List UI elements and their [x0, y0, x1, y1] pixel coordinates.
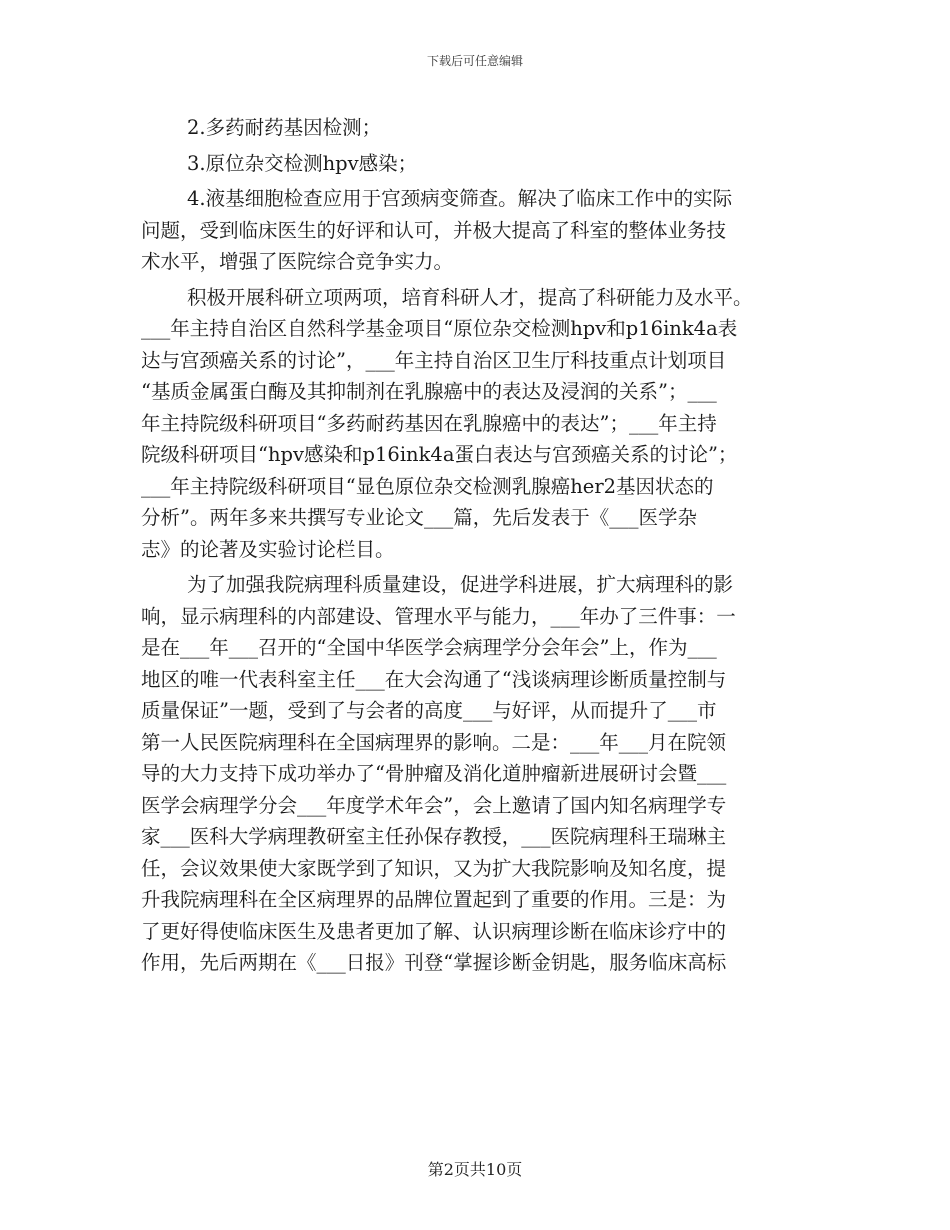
- text-line: 家___医科大学病理教研室主任孙保存教授，___医院病理科王瑞琳主: [141, 825, 727, 848]
- text-line: 术水平，增强了医院综合竞争实力。: [141, 250, 454, 273]
- text-line: 年主持院级科研项目“多药耐药基因在乳腺癌中的表达”；___年主持: [141, 411, 717, 435]
- text-line: 为了加强我院病理科质量建设，促进学科进展，扩大病理科的影: [187, 573, 734, 596]
- document-body: [141, 112, 809, 979]
- text-line: ___年主持院级科研项目“显色原位杂交检测乳腺癌her2基因状态的: [141, 474, 714, 498]
- text-line: 院级科研项目“hpv感染和p16ink4a蛋白表达与宫颈癌关系的讨论”；: [141, 443, 738, 466]
- text-line: 医学会病理学分会___年度学术年会”，会上邀请了国内知名病理学专: [141, 793, 727, 817]
- text-line: 达与宫颈癌关系的讨论”，___年主持自治区卫生厅科技重点计划项目: [141, 348, 727, 372]
- text-line: 志》的论著及实验讨论栏目。: [141, 537, 395, 561]
- text-line: 任，会议效果使大家既学到了知识，又为扩大我院影响及知名度，提: [141, 856, 727, 880]
- text-line: 问题，受到临床医生的好评和认可，并极大提高了科室的整体业务技: [141, 218, 727, 242]
- text-line: 是在___年___召开的“全国中华医学会病理学分会年会”上，作为___: [141, 636, 717, 659]
- text-line: ___年主持自治区自然科学基金项目“原位杂交检测hpv和p16ink4a表: [141, 317, 738, 340]
- text-line: 积极开展科研立项两项，培育科研人才，提高了科研能力及水平。: [187, 285, 753, 309]
- text-line: 导的大力支持下成功举办了“骨肿瘤及消化道肿瘤新进展研讨会暨___: [141, 762, 727, 785]
- text-line: 升我院病理科在全区病理界的品牌位置起到了重要的作用。三是：为: [141, 888, 727, 911]
- page-header: 下载后可任意编辑: [426, 54, 523, 68]
- text-line: 质量保证”一题，受到了与会者的高度___与好评，从而提升了___市: [141, 699, 717, 722]
- text-line: 2.多药耐药基因检测；: [187, 116, 382, 139]
- page-footer: 第2页共10页: [427, 1160, 523, 1179]
- text-line: 第一人民医院病理科在全国病理界的影响。二是：___年___月在院领: [141, 730, 727, 754]
- text-line: 作用，先后两期在《___日报》刊登“掌握诊断金钥匙，服务临床高标: [141, 951, 727, 974]
- text-line: 3.原位杂交检测hpv感染；: [187, 151, 418, 175]
- text-line: 了更好得使临床医生及患者更加了解、认识病理诊断在临床诊疗中的: [141, 919, 727, 943]
- text-line: 4.液基细胞检查应用于宫颈病变筛查。解决了临床工作中的实际: [187, 187, 733, 210]
- text-line: 分析”。两年多来共撰写专业论文___篇，先后发表于《___医学杂: [141, 506, 697, 529]
- text-line: 地区的唯一代表科室主任___在大会沟通了“浅谈病理诊断质量控制与: [141, 667, 727, 691]
- text-line: 响，显示病理科的内部建设、管理水平与能力，___年办了三件事：一: [141, 604, 736, 628]
- text-line: “基质金属蛋白酶及其抑制剂在乳腺癌中的表达及浸润的关系”；___: [141, 380, 717, 403]
